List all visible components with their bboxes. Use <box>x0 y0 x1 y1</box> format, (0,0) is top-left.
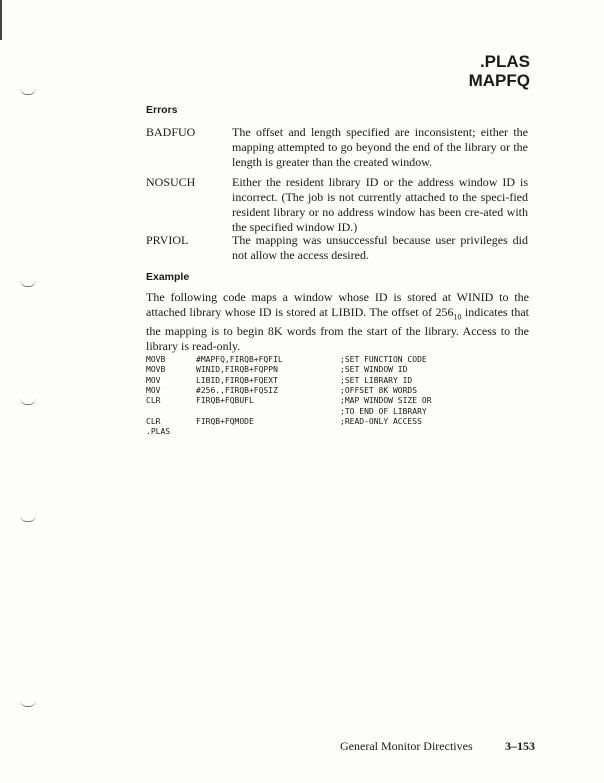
code-comment: ;SET LIBRARY ID <box>340 375 413 385</box>
binding-mark <box>20 515 36 522</box>
code-comment: ;SET WINDOW ID <box>340 365 408 375</box>
code-line <box>146 376 160 386</box>
error-code: BADFUO <box>146 125 196 139</box>
code-line <box>196 376 278 386</box>
code-op: CLR <box>146 396 161 406</box>
code-comment: ;TO END OF LIBRARY <box>340 406 427 416</box>
error-code: NOSUCH <box>146 175 196 189</box>
binding-mark <box>20 700 36 707</box>
example-paragraph <box>146 290 529 354</box>
code-line <box>340 417 422 427</box>
binding-mark <box>20 88 36 95</box>
subscript-base: 10 <box>453 312 462 322</box>
code-line <box>196 355 283 365</box>
code-line <box>340 376 412 386</box>
code-op: MOV <box>146 385 161 395</box>
code-arg: FIRQB+FQBUFL <box>196 396 254 406</box>
header-plas: .PLAS <box>479 52 530 71</box>
code-line <box>196 386 278 396</box>
example-heading: Example <box>146 271 190 283</box>
header-mapfq: MAPFQ <box>468 71 530 90</box>
code-comment: ;MAP WINDOW SIZE OR <box>340 396 432 406</box>
code-arg: #256.,FIRQB+FQSIZ <box>196 385 278 395</box>
code-line <box>146 365 165 375</box>
code-arg: FIRQB+FQMODE <box>196 416 254 426</box>
code-line <box>196 396 254 406</box>
code-line <box>340 355 427 365</box>
code-comment: ;OFFSET 8K WORDS <box>340 385 418 395</box>
code-comment: ;SET FUNCTION CODE <box>340 355 427 364</box>
code-line <box>146 417 160 427</box>
code-line <box>146 355 165 365</box>
code-line <box>340 386 417 396</box>
paragraph-text: indicates that the mapping is to begin 8K words from the start of the library. Access to the library is read-only. <box>146 305 529 354</box>
error-description: The offset and length specified are inconsistent; either the mapping attempted to go beyond the end of the library or the length is greater than the created window. <box>232 125 528 169</box>
binding-mark <box>20 398 36 405</box>
code-op: CLR <box>146 416 161 426</box>
page-number: 3–153 <box>505 739 535 753</box>
code-op: .PLAS <box>146 427 171 437</box>
footer-title: General Monitor Directives <box>340 739 473 753</box>
code-arg: LIBID,FIRQB+FQEXT <box>196 375 278 385</box>
code-line <box>340 365 407 375</box>
code-op: MOVB <box>146 365 166 375</box>
code-line <box>146 396 160 406</box>
paragraph-text: The following code maps a window whose ID is stored at WINID to the attached library whose ID is stored at LIBID. The offset of 256 <box>146 290 529 319</box>
code-op: MOVB <box>146 355 166 364</box>
code-arg: #MAPFQ,FIRQB+FQFIL <box>196 355 283 364</box>
code-line <box>340 407 427 417</box>
code-comment: ;READ-ONLY ACCESS <box>340 416 422 426</box>
error-code: PRVIOL <box>146 233 189 247</box>
code-line <box>196 365 278 375</box>
code-line <box>146 386 160 396</box>
code-line <box>146 427 170 437</box>
error-description: Either the resident library ID or the address window ID is incorrect. (The job is not currently attached to the speci-fied resident library or no address window has been cre-ated with the specified window ID.) <box>232 175 528 234</box>
code-line <box>340 396 432 406</box>
errors-heading: Errors <box>146 104 178 116</box>
page-edge-rule <box>0 0 2 40</box>
binding-mark <box>20 280 36 287</box>
code-line <box>196 417 254 427</box>
code-arg: WINID,FIRQB+FQPPN <box>196 365 278 375</box>
error-description: The mapping was unsuccessful because user privileges did not allow the access desired. <box>232 233 528 262</box>
code-op: MOV <box>146 375 161 385</box>
